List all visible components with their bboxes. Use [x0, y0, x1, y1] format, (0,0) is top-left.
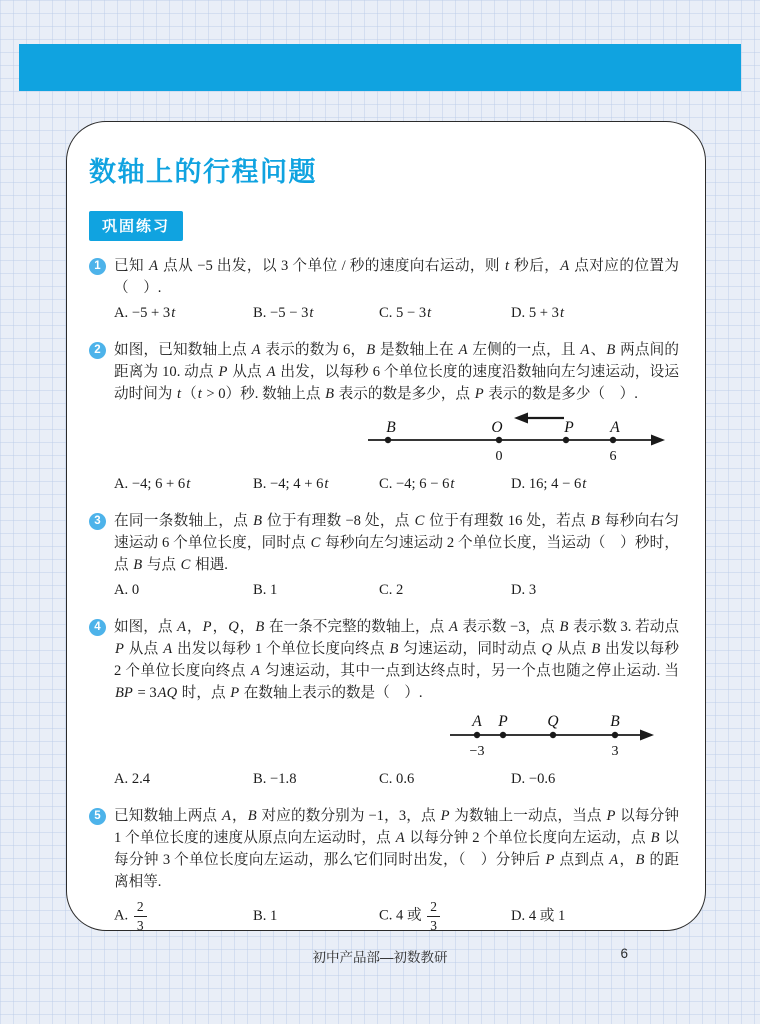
option-b: B. 1: [253, 908, 278, 924]
tick-label: −3: [469, 744, 485, 759]
option-c: C. 0.6: [379, 771, 415, 787]
question-text: 如图，点 A，P，Q，B 在一条不完整的数轴上，点 A 表示数 −3，点 B 表示数 3. 若动点 P 从点 A 出发以每秒 1 个单位长度向终点 B 匀速运动，同时动点 Q 从点 B 出发以每秒 2 个单位长度向终点 A 匀速运动，其中一点到达终点时，另一个点也随之停止运动. 当 BP = 3AQ 时，点 P 在数轴上表示的数是（ ）.: [114, 619, 679, 701]
diagram-row: [114, 407, 683, 470]
question-text: 已知数轴上两点 A，B 对应的数分别为 −1，3，点 P 为数轴上一动点，当点 P 以每分钟 1 个单位长度的速度从原点向左运动时，点 A 以每分钟 2 个单位长度向左运动，点 B 以每分钟 3 个单位长度向左运动，那么它们同时出发，（ ）分钟后 P 点到点 A，B 的距离相等.: [114, 808, 679, 890]
point-dot-P: [500, 732, 506, 738]
point-dot-B: [385, 437, 391, 443]
point-label: B: [386, 419, 396, 436]
point-label: Q: [547, 713, 559, 730]
point-label: A: [610, 419, 620, 436]
question-number-badge: 2: [89, 342, 106, 359]
point-dot-P: [563, 437, 569, 443]
question-3: [89, 510, 683, 601]
option-d: D. 4 或 1: [511, 908, 566, 924]
number-line-diagram-q2: [367, 407, 667, 465]
question-4: [89, 616, 683, 790]
question-text: 如图，已知数轴上点 A 表示的数为 6，B 是数轴上在 A 左侧的一点，且 A、B 两点间的距离为 10. 动点 P 从点 A 出发，以每秒 6 个单位长度的速度沿数轴向左匀速运动，设运动时间为 t（t > 0）秒. 数轴上点 B 表示的数是多少，点 P 表示的数是多少（ ）.: [114, 342, 679, 402]
option-c: C. −4; 6 − 6t: [379, 476, 455, 492]
tick-label: 0: [495, 449, 503, 464]
question-2: [89, 339, 683, 495]
page-title: 数轴上的行程问题: [89, 157, 317, 187]
option-c: C. 2: [379, 582, 404, 598]
tick-label: 3: [611, 744, 619, 759]
question-text: 在同一条数轴上，点 B 位于有理数 −8 处，点 C 位于有理数 16 处，若点 B 每秒向右匀速运动 6 个单位长度，同时点 C 每秒向左匀速运动 2 个单位长度，当运动（ ）秒时，点 B 与点 C 相遇.: [114, 513, 680, 573]
option-b: B. −5 − 3t: [253, 305, 314, 321]
option-b: B. −1.8: [253, 771, 297, 787]
page-footer: [0, 946, 760, 970]
point-label: P: [564, 419, 574, 436]
axis-arrowhead-icon: [640, 730, 654, 741]
point-dot-O: [496, 437, 502, 443]
question-text: 已知 A 点从 −5 出发，以 3 个单位 / 秒的速度向右运动，则 t 秒后，A 点对应的位置为（ ）.: [114, 258, 679, 296]
options-row: [114, 473, 683, 495]
point-dot-B: [612, 732, 618, 738]
option-a: A. 0: [114, 582, 140, 598]
question-number-badge: 4: [89, 619, 106, 636]
section-badge: 巩固练习: [89, 211, 183, 241]
option-c: C. 4 或 $\frac{2}{3}$: [379, 900, 511, 932]
motion-arrow-left-icon: [514, 413, 528, 424]
number-line-diagram-q4: [449, 706, 655, 760]
question-number-badge: 5: [89, 808, 106, 825]
question-number-badge: 3: [89, 513, 106, 530]
question-number-badge: 1: [89, 258, 106, 275]
option-a: A. $\frac{2}{3}$: [114, 900, 253, 932]
option-b: B. 1: [253, 582, 278, 598]
option-a: A. −5 + 3t: [114, 305, 176, 321]
options-row: [114, 302, 683, 324]
top-banner-bar: [19, 44, 741, 91]
option-a: A. −4; 6 + 6t: [114, 476, 191, 492]
page-number: 6: [620, 946, 628, 961]
question-1: [89, 255, 683, 324]
point-label: B: [610, 713, 620, 730]
point-label: O: [491, 419, 503, 436]
options-row: [114, 768, 683, 790]
option-d: D. 3: [511, 582, 537, 598]
point-dot-Q: [550, 732, 556, 738]
axis-arrowhead-icon: [651, 435, 665, 446]
option-b: B. −4; 4 + 6t: [253, 476, 329, 492]
question-5: [89, 805, 683, 936]
option-d: D. 5 + 3t: [511, 305, 565, 321]
question-list: [89, 255, 683, 936]
diagram-row: [114, 706, 683, 765]
point-label: A: [472, 713, 482, 730]
option-d: D. 16; 4 − 6t: [511, 476, 587, 492]
option-a: A. 2.4: [114, 771, 151, 787]
options-row: [114, 896, 683, 936]
option-d: D. −0.6: [511, 771, 556, 787]
point-dot-A: [474, 732, 480, 738]
tick-label: 6: [609, 449, 617, 464]
footer-department-text: 初中产品部—初数教研: [312, 950, 448, 965]
point-dot-A: [610, 437, 616, 443]
worksheet-card: [66, 121, 706, 931]
options-row: [114, 579, 683, 601]
option-c: C. 5 − 3t: [379, 305, 432, 321]
point-label: P: [498, 713, 508, 730]
